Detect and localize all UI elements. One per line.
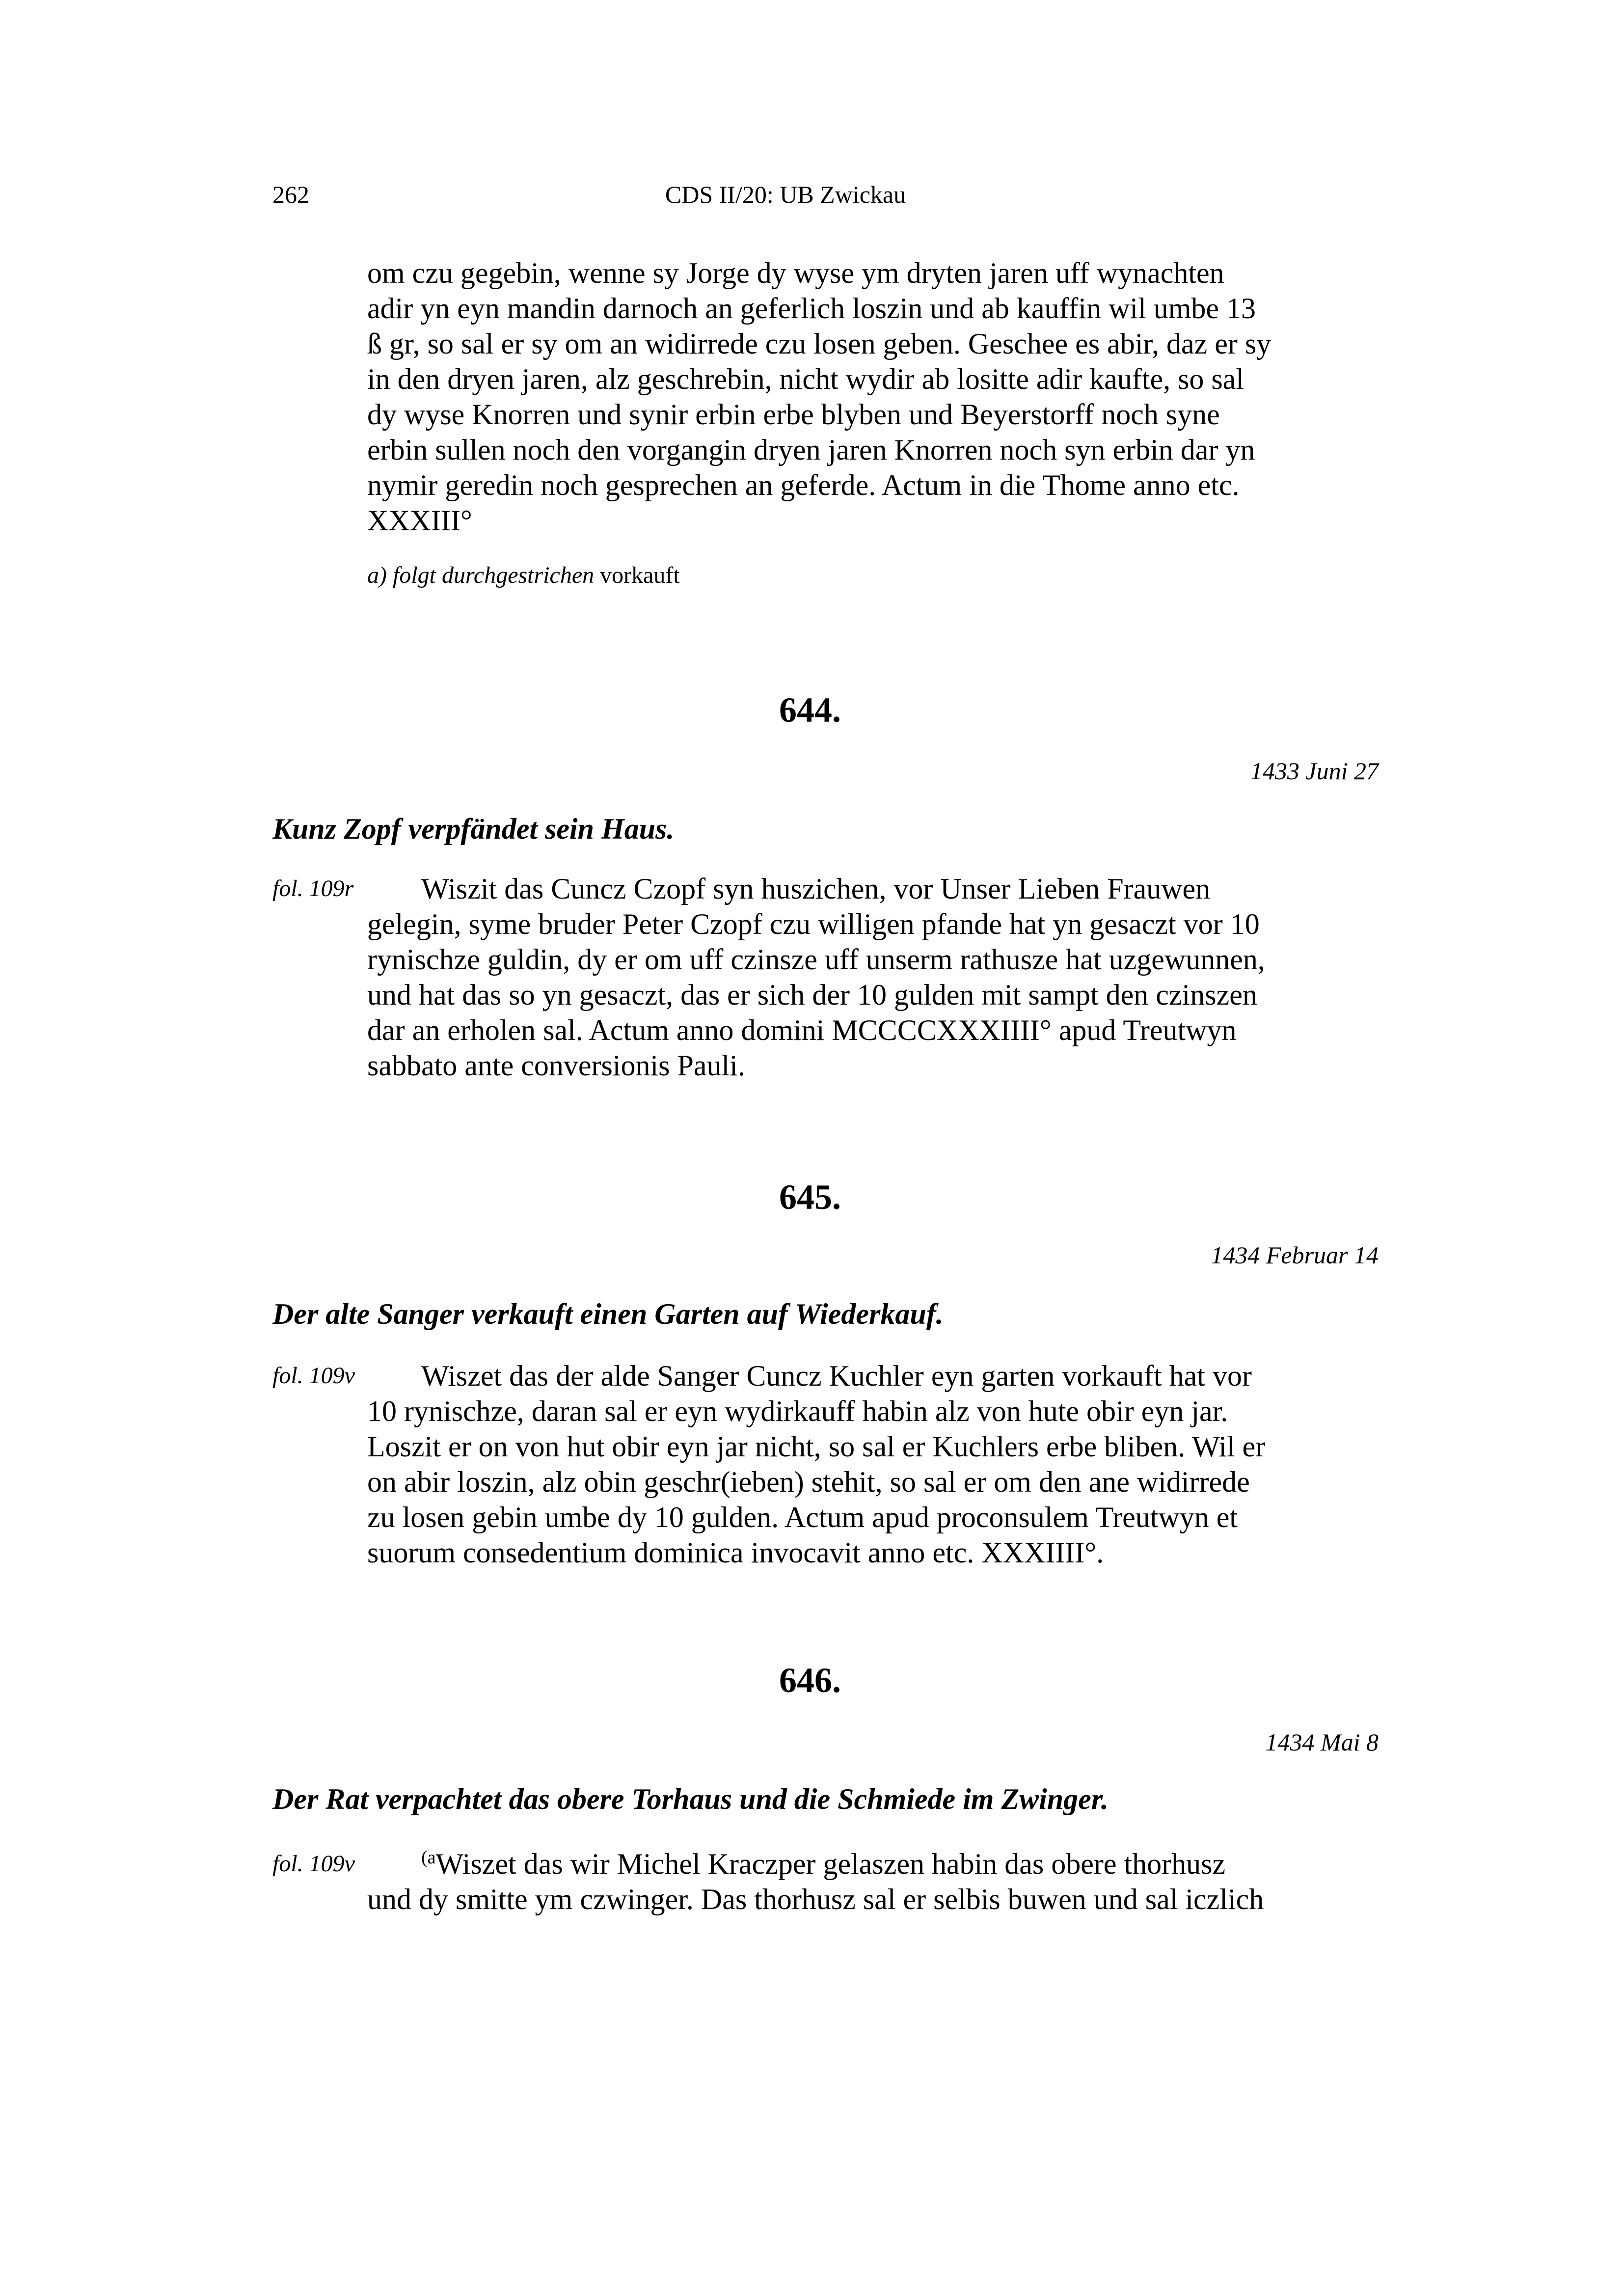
entry-number: 646. [779,1661,841,1700]
text-line: Wiszit das Cuncz Czopf syn huszichen, vor Unser Lieben Frauwen [421,873,1211,905]
text-line: und dy smitte ym czwinger. Das thorhusz sal er selbis buwen und sal iczlich [367,1883,1264,1915]
entry-title: Kunz Zopf verpfändet sein Haus. [272,813,675,845]
text-line: adir yn eyn mandin darnoch an geferlich loszin und ab kauffin wil umbe 13 [367,292,1256,325]
continuation-text [367,255,1379,538]
entry-text [367,871,1379,1083]
text-line: dy wyse Knorren und synir erbin erbe blyben und Beyerstorff noch syne [367,398,1220,431]
text-line: dar an erholen sal. Actum anno domini MCCCCXXXIIII° apud Treutwyn [367,1014,1237,1046]
entry-date: 1433 Juni 27 [1250,757,1379,785]
entry-date: 1434 Februar 14 [1211,1241,1379,1269]
text-line: suorum consedentium dominica invocavit anno etc. XXXIIII°. [367,1536,1104,1569]
entry-title: Der Rat verpachtet das obere Torhaus und die Schmiede im Zwinger. [272,1783,1109,1815]
text-line: $^{(a}$Wiszet das wir Michel Kraczper gelaszen habin das obere thorhusz [421,1847,1226,1880]
text-line: Loszit er on von hut obir eyn jar nicht, so sal er Kuchlers erbe bliben. Wil er [367,1430,1266,1463]
text-line: on abir loszin, alz obin geschr(ieben) stehit, so sal er om den ane widirrede [367,1466,1250,1498]
entry-text [367,1358,1379,1570]
text-line: XXXIII° [367,504,472,537]
folio-reference: fol. 109v [272,1851,355,1877]
footnote [367,561,680,590]
footnote-label: a) folgt durchgestrichen [367,562,595,588]
text-line: sabbato ante conversionis Pauli. [367,1049,745,1082]
entry-date: 1434 Mai 8 [1265,1728,1379,1756]
folio-reference: fol. 109v [272,1363,355,1389]
entry-number: 645. [779,1177,841,1217]
folio-reference: fol. 109r [272,875,354,902]
running-title: CDS II/20: UB Zwickau [665,181,906,208]
text-line: Wiszet das der alde Sanger Cuncz Kuchler eyn garten vorkauft hat vor [421,1360,1252,1392]
footnote-text: vorkauft [600,562,680,588]
text-line: zu losen gebin umbe dy 10 gulden. Actum apud proconsulem Treutwyn et [367,1501,1238,1533]
footnote-marker: (a [421,1847,436,1868]
text-line: om czu gegebin, wenne sy Jorge dy wyse ym dryten jaren uff wynachten [367,257,1224,289]
entry-text [367,1846,1379,1917]
entry-number: 644. [779,690,841,730]
text-line: nymir geredin noch gesprechen an geferde. Actum in die Thome anno etc. [367,469,1240,501]
text-line: erbin sullen noch den vorgangin dryen jaren Knorren noch syn erbin dar yn [367,434,1255,466]
entry-title: Der alte Sanger verkauft einen Garten auf Wiederkauf. [272,1298,944,1330]
text-line: und hat das so yn gesaczt, das er sich der 10 gulden mit sampt den czinszen [367,979,1257,1011]
text-line: ß gr, so sal er sy om an widirrede czu losen geben. Geschee es abir, daz er sy [367,328,1271,360]
text-line: gelegin, syme bruder Peter Czopf czu willigen pfande hat yn gesaczt vor 10 [367,908,1260,940]
page-number: 262 [272,181,309,208]
text-line: rynischze guldin, dy er om uff czinsze uff unserm rathusze hat uzgewunnen, [367,943,1265,976]
text-line: 10 rynischze, daran sal er eyn wydirkauff habin alz von hute obir eyn jar. [367,1395,1228,1427]
text-line: in den dryen jaren, alz geschrebin, nicht wydir ab lositte adir kaufte, so sal [367,363,1244,395]
